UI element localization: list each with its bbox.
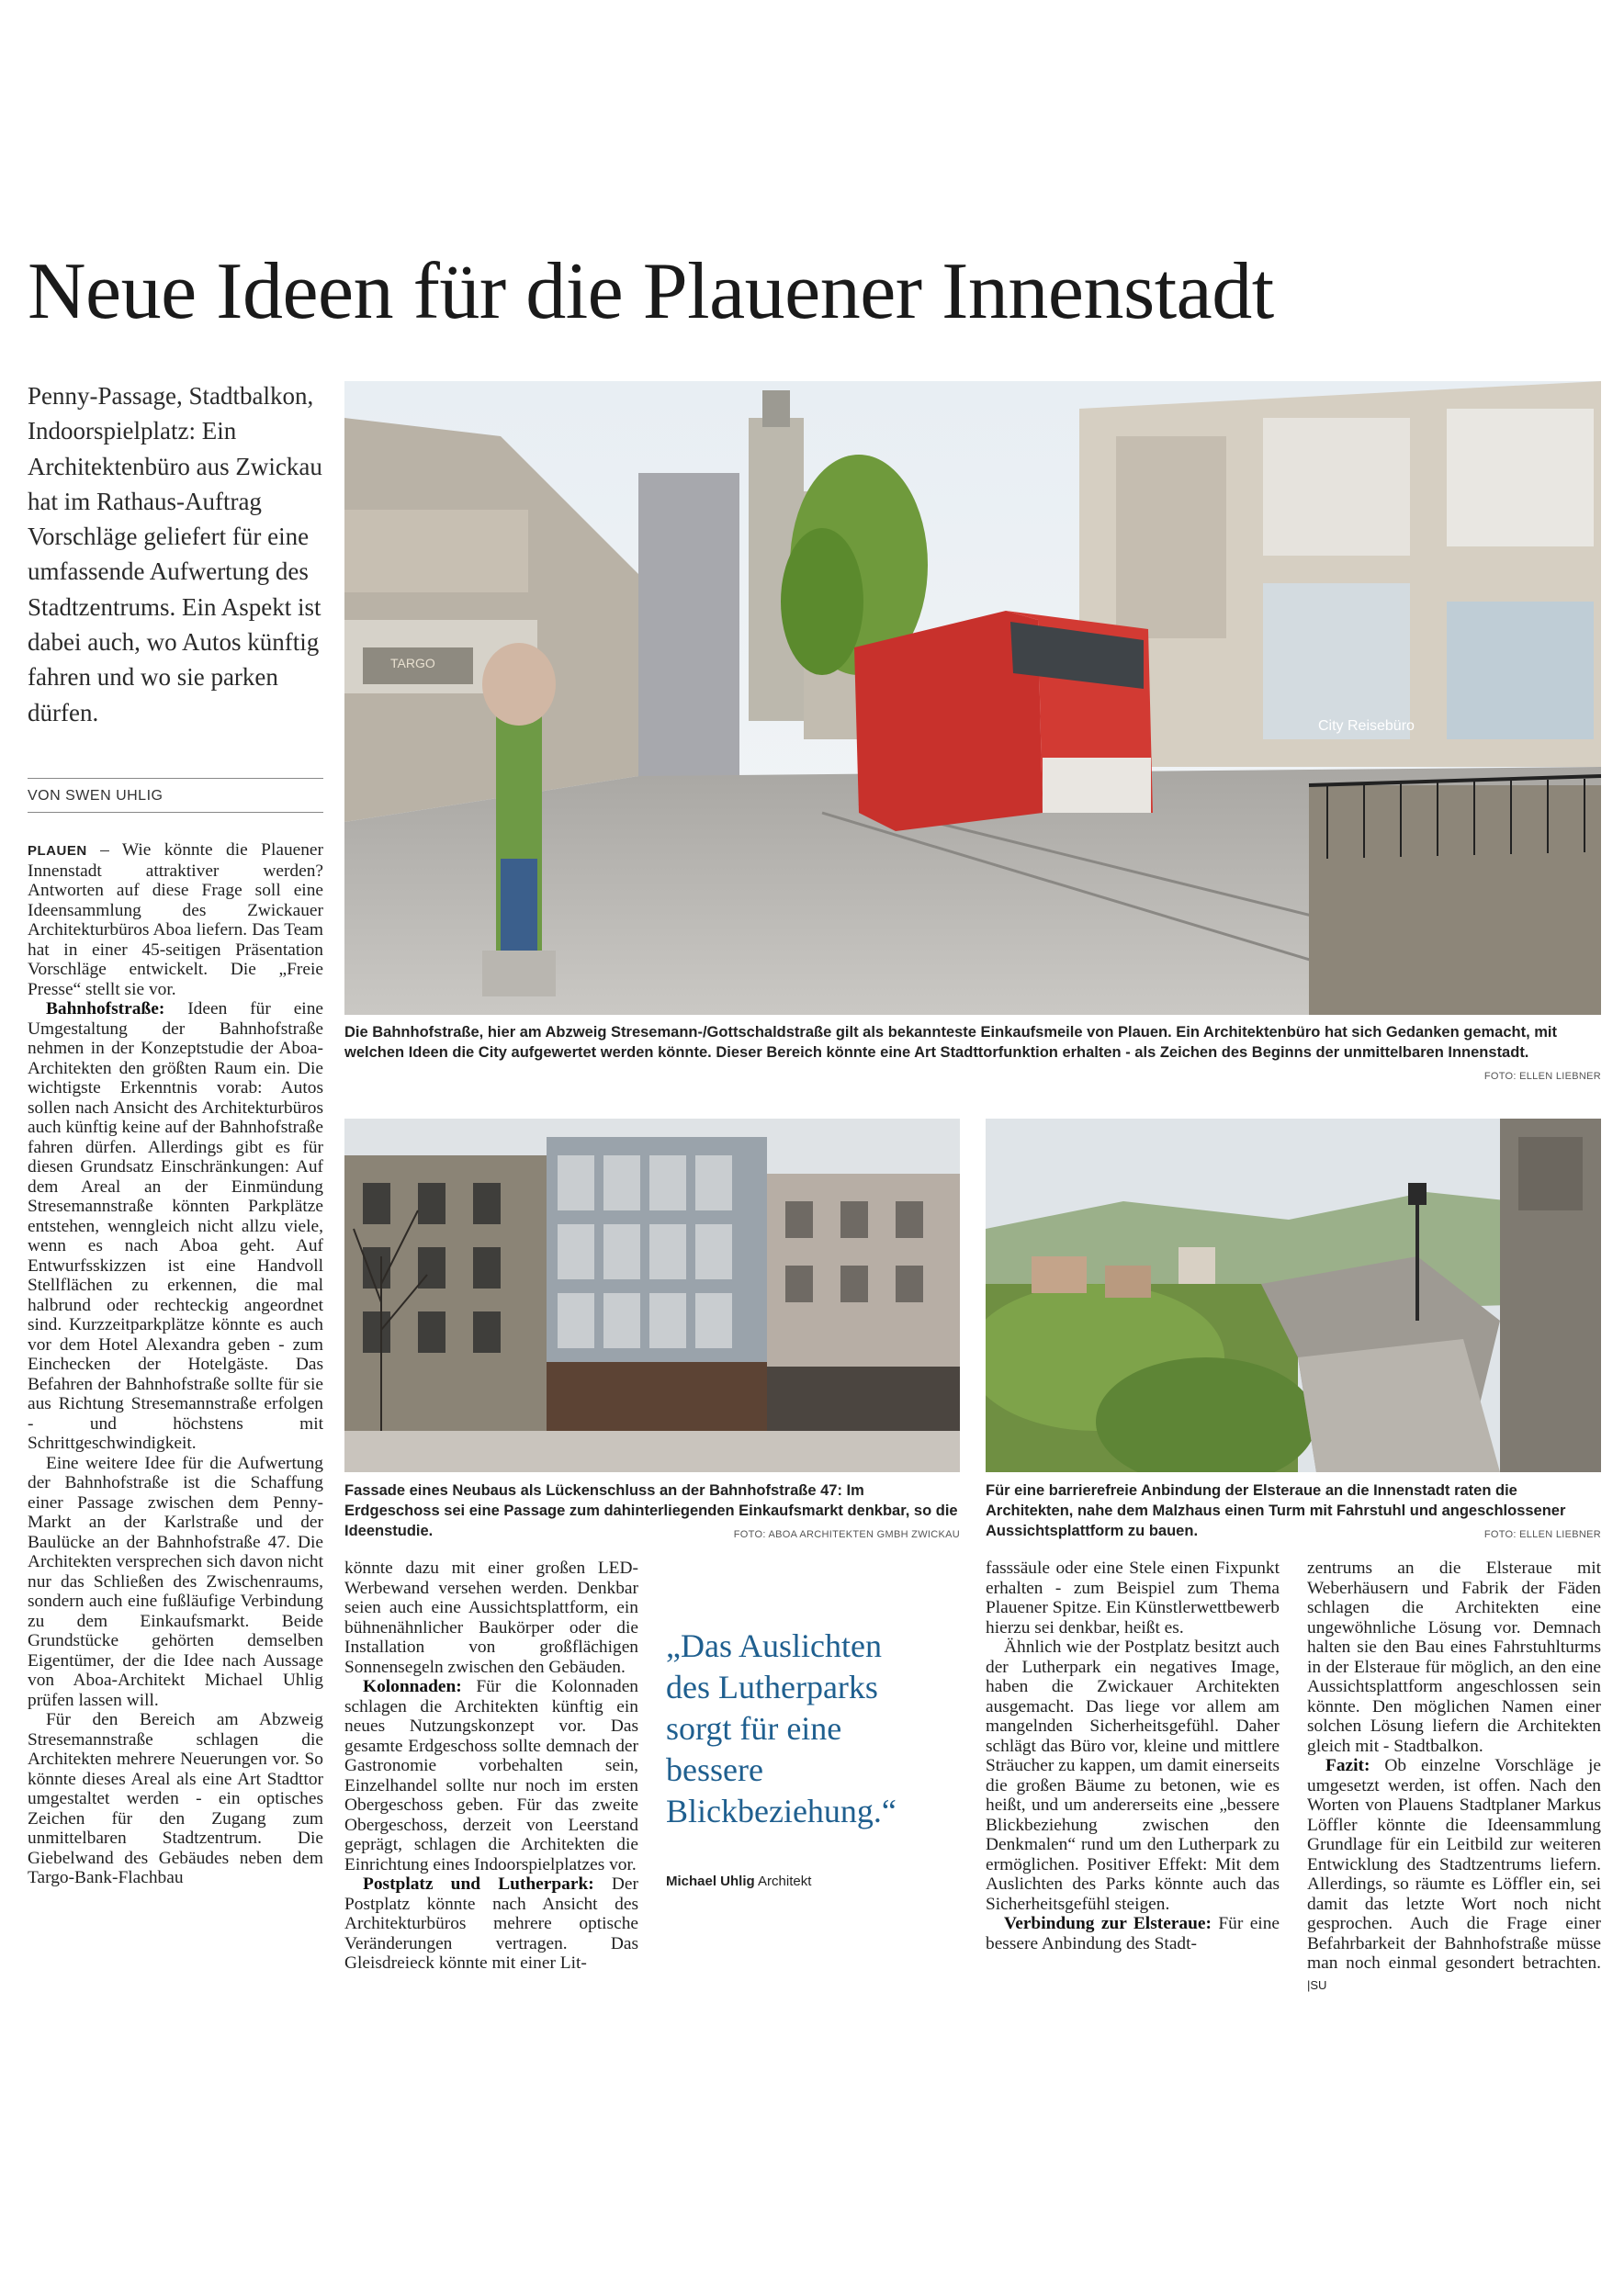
bank-sign: TARGO — [390, 656, 435, 670]
quote-role: Architekt — [754, 1874, 812, 1889]
article-column-4 — [986, 1559, 1280, 1953]
byline: VON SWEN UHLIG — [28, 788, 164, 804]
tram-street-illustration — [344, 381, 1601, 1015]
caption-elsteraue — [986, 1480, 1601, 1545]
elsteraue-landscape — [986, 1119, 1601, 1472]
subhead: Kolonnaden: — [363, 1677, 462, 1696]
photo-facade — [344, 1119, 960, 1472]
photo-bahnhofstrasse — [344, 381, 1601, 1015]
paragraph: Für die Kolonnaden schlagen die Architekten künftig ein neues Nutzungskonzept vor. Das gesamte Erdgeschoss sollte demnach der Gastronomie vorbehalten sein, Einzelhandel sollte nur noch im ersten Obergeschoss geben. Für das zweite Obergeschoss, derzeit von Leerstand geprägt, schlagen die Architekten die Einrichtung eines Indoorspielplatzes vor. — [344, 1677, 638, 1874]
subhead: Verbindung zur Elsteraue: — [1004, 1914, 1212, 1933]
caption-facade — [344, 1480, 960, 1545]
paragraph: Der Postplatz könnte nach Ansicht des Architekturbüros mehrere optische Veränderungen vertragen. Das Gleisdreieck könnte mit einer Lit- — [344, 1874, 638, 1973]
pull-quote-source — [666, 1874, 811, 1889]
article-column-5 — [1307, 1559, 1601, 1995]
quote-author: Michael Uhlig — [666, 1874, 755, 1889]
photo-credit: FOTO: ABOA ARCHITEKTEN GMBH ZWICKAU — [733, 1529, 960, 1540]
paragraph: Für den Bereich am Abzweig Stresemannstraße schlagen die Architekten mehrere Neuerungen vor. So könnte dieses Areal als eine Art Stadttor umgestaltet werden - ein optisches Zeichen für den Zugang zum unmittelbaren Stadtzentrum. Die Giebelwand des Gebäudes neben dem Targo-Bank-Flachbau — [28, 1710, 323, 1887]
byline-rule-bottom — [28, 812, 323, 813]
author-endmark: |SU — [1307, 1977, 1327, 1992]
subhead: Bahnhofstraße: — [46, 999, 165, 1019]
facade-rendering — [344, 1119, 960, 1472]
caption-text: Für eine barrierefreie Anbindung der Elsteraue an die Innenstadt raten die Architekten, nahe dem Malzhaus einen Turm mit Fahrstuhl und angeschlossener Aussichtsplattform zu bauen. — [986, 1482, 1566, 1539]
teaser: Penny-Passage, Stadtbalkon, Indoorspielplatz: Ein Architektenbüro aus Zwickau hat im Rathaus-Auftrag Vorschläge geliefert für eine umfassende Aufwertung des Stadtzentrums. Ein Aspekt ist dabei auch, wo Autos künftig fahren und wo sie parken dürfen. — [28, 382, 322, 726]
photo-credit: FOTO: ELLEN LIEBNER — [1483, 1529, 1601, 1540]
pull-quote: „Das Auslichten des Lutherparks sorgt für eine bessere Blickbeziehung.“ — [666, 1627, 897, 1829]
photo-elsteraue — [986, 1119, 1601, 1472]
paragraph: fasssäule oder eine Stele einen Fixpunkt erhalten - zum Beispiel zum Thema Plauener Spitze. Ein Künstlerwettbewerb hierzu sei denkbar, heißt es. — [986, 1559, 1280, 1638]
subhead: Postplatz und Lutherpark: — [363, 1874, 594, 1894]
article-column-1 — [28, 840, 323, 1888]
caption-main — [344, 1022, 1601, 1086]
paragraph: Ob einzelne Vorschläge je umgesetzt werden, ist offen. Nach den Worten von Plauens Stadtplaner Markus Löffler könnte die Ideensammlung Grundlage für ein Leitbild zur weiteren Entwicklung des Stadtzentrums liefern. Allerdings, so räumte es Löffler ein, sei damit das letzte Wort noch nicht gesprochen. Auch die Frage einer Befahrbarkeit der Bahnhofstraße müsse man noch einmal gesondert betrachten. — [1307, 1756, 1601, 1973]
article-column-2 — [344, 1559, 638, 1974]
photo-credit: FOTO: ELLEN LIEBNER — [1483, 1071, 1601, 1082]
paragraph: Für eine bessere Anbindung des Stadt- — [986, 1914, 1280, 1953]
headline: Neue Ideen für die Plauener Innenstadt — [28, 247, 1274, 336]
paragraph: könnte dazu mit einer großen LED-Werbewand versehen werden. Denkbar seien auch eine Aussichtsplattform, ein bühnenähnlicher Baukörper oder die Installation von großflächigen Sonnensegeln zwischen den Gebäuden. — [344, 1559, 638, 1677]
subhead: Fazit: — [1325, 1756, 1370, 1775]
paragraph: – Wie könnte die Plauener Innenstadt attraktiver werden? Antworten auf diese Frage soll eine Ideensammlung des Zwickauer Architekturbüros Aboa liefern. Das Team hat in einer 45-seitigen Präsentation Vorschläge entwickelt. Die „Freie Presse“ stellt sie vor. — [28, 840, 323, 999]
paragraph: Eine weitere Idee für die Aufwertung der Bahnhofstraße ist die Schaffung einer Passage zwischen dem Penny-Markt an der Karlstraße und der Baulücke an der Bahnhofstraße 47. Die Architekten versprechen sich davon nicht nur das Schließen des Zwischenraums, sondern auch eine fußläufige Verbindung zu dem Einkaufsmarkt. Beide Grundstücke gehörten demselben Eigentümer, der die Idee nach Aussage von Aboa-Architekt Michael Uhlig prüfen lassen will. — [28, 1453, 323, 1710]
paragraph: zentrums an die Elsteraue mit Weberhäusern und Fabrik der Fäden schlagen die Architekten eine ungewöhnliche Lösung vor. Demnach halten sie den Bau eines Fahrstuhlturms in der Elsteraue für möglich, an den eine Aussichtsplattform angeschlossen sein könnte. Den möglichen Namen einer solchen Lösung liefern die Architekten gleich mit - Stadtbalkon. — [1307, 1559, 1601, 1756]
dateline: PLAUEN — [28, 843, 87, 859]
byline-rule-top — [28, 778, 323, 779]
caption-text: Die Bahnhofstraße, hier am Abzweig Stresemann-/Gottschaldstraße gilt als bekannteste Einkaufsmeile von Plauen. Ein Architektenbüro hat sich Gedanken gemacht, mit welchen Ideen die City aufgewertet werden könnte. Dieser Bereich könnte eine Art Stadttorfunktion erhalten - als Zeichen des Beginns der unmittelbaren Innenstadt. — [344, 1024, 1558, 1061]
shop-sign: City Reisebüro — [1318, 718, 1415, 734]
paragraph: Ideen für eine Umgestaltung der Bahnhofstraße nehmen in der Konzeptstudie der Aboa-Architekten den größten Raum ein. Die wichtigste Erkenntnis vorab: Autos sollen nach Ansicht des Architekturbüros auch künftig keine auf der Bahnhofstraße fahren dürfen. Allerdings gibt es für diesen Grundsatz Einschränkungen: Auf dem Areal an der Einmündung Stresemannstraße könnten Parkplätze entstehen, wenngleich nicht allzu viele, wenn es nach Aboa geht. Auf Entwurfsskizzen ist eine Handvoll Stellflächen zu erkennen, die mal halbrund oder rechteckig angeordnet sind. Kurzzeitparkplätze könnte es auch vor dem Hotel Alexandra geben - zum Einchecken der Hotelgäste. Das Befahren der Bahnhofstraße sollte für sie aus Richtung Stresemannstraße erfolgen - und höchstens mit Schrittgeschwindigkeit. — [28, 999, 323, 1453]
caption-text: Fassade eines Neubaus als Lückenschluss an der Bahnhofstraße 47: Im Erdgeschoss sei eine Passage zum dahinterliegenden Einkaufsmarkt denkbar, so die Ideenstudie. — [344, 1482, 958, 1539]
paragraph: Ähnlich wie der Postplatz besitzt auch der Lutherpark ein negatives Image, haben die Zwickauer Architekten ausgemacht. Das liege vor allem am mangelnden Sicherheitsgefühl. Daher schlägt das Büro vor, kleine und mittlere Sträucher zu kappen, um damit einerseits die großen Bäume zu betonen, wie es heißt, und um andererseits eine „bessere Blickbeziehung zwischen den Denkmalen“ rund um den Lutherpark zu ermöglichen. Positiver Effekt: Mit dem Auslichten des Parks könnte auch das Sicherheitsgefühl steigen. — [986, 1638, 1280, 1914]
